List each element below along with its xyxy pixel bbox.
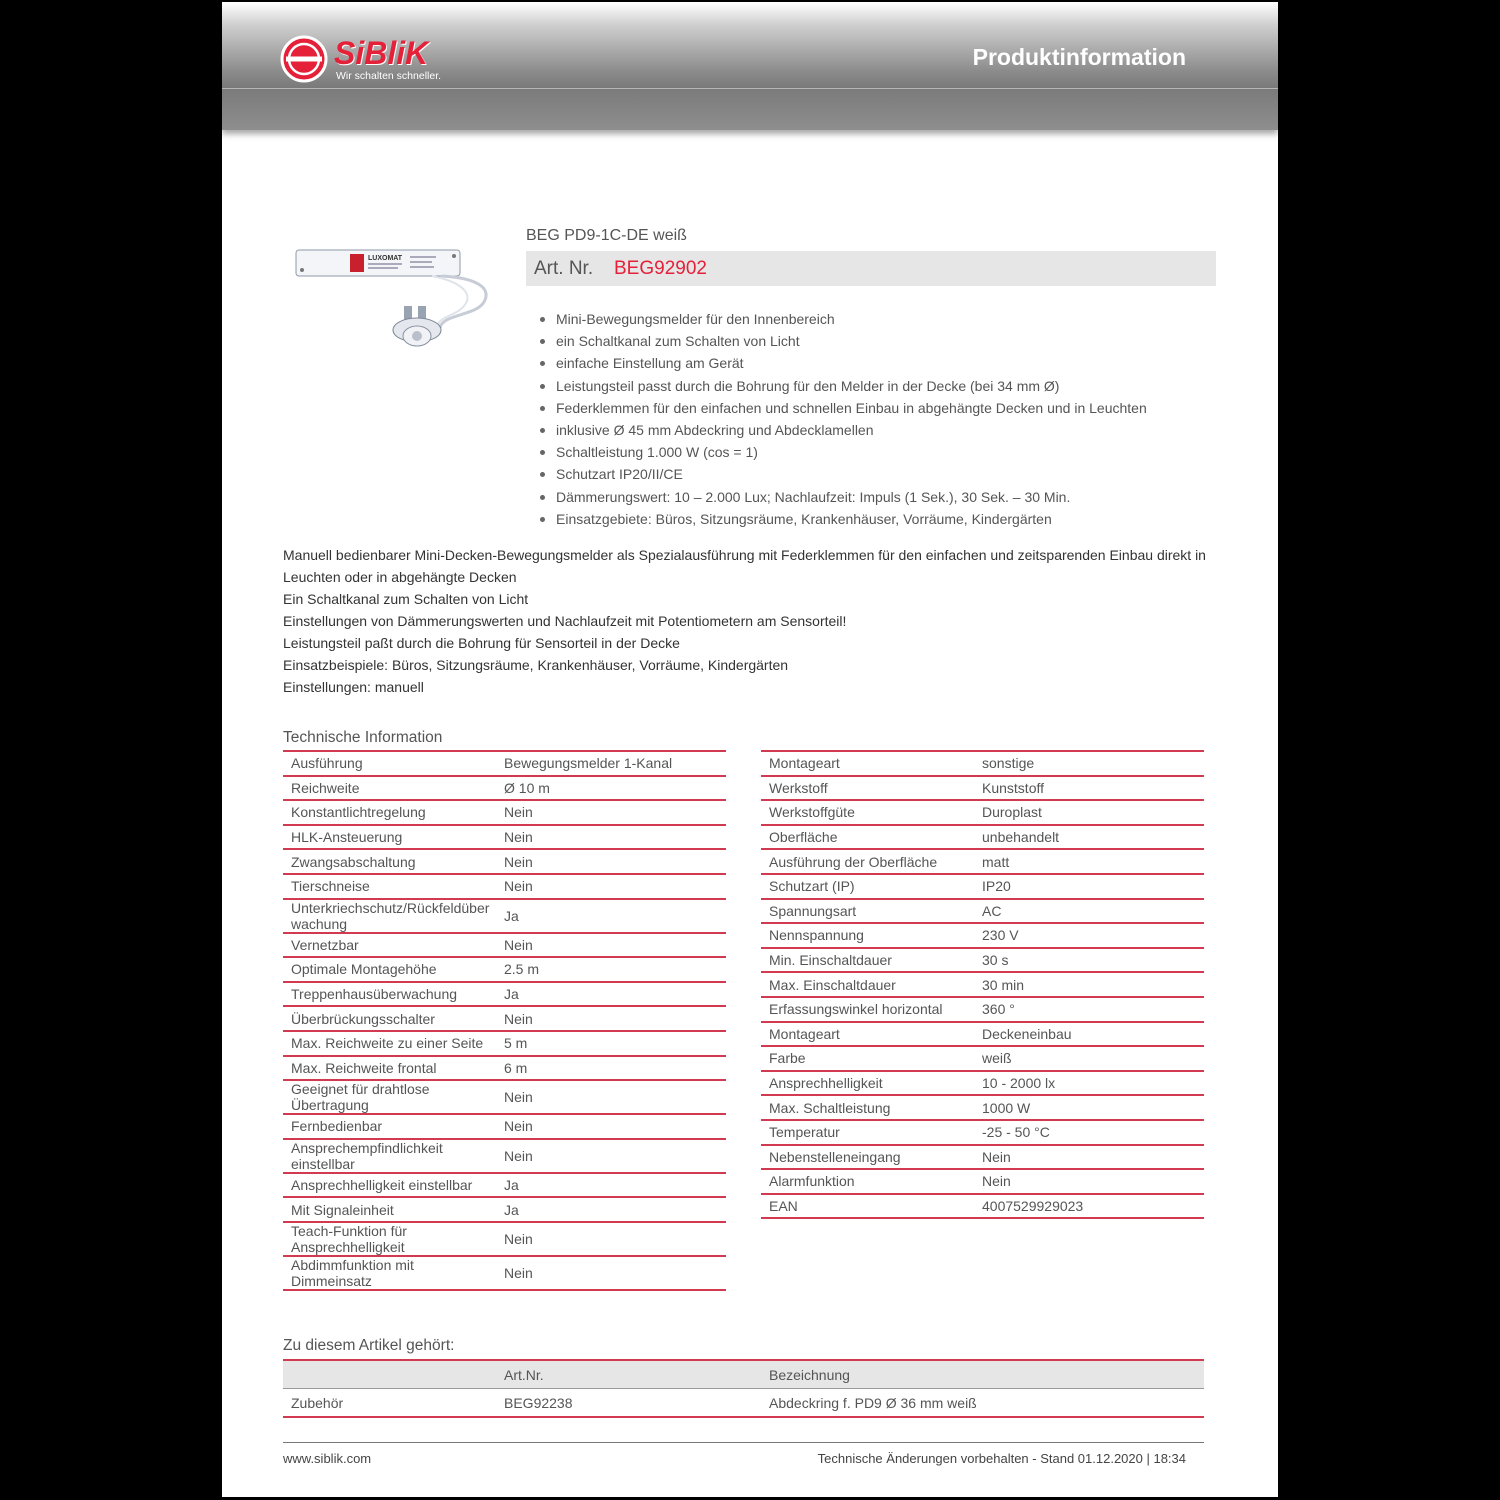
spec-value: 10 - 2000 lx	[974, 1071, 1204, 1096]
spec-key: Optimale Montagehöhe	[283, 957, 496, 982]
spec-value: Nein	[496, 1114, 726, 1139]
table-row	[283, 1256, 726, 1290]
table-row	[761, 1120, 1204, 1145]
spec-key: Farbe	[761, 1046, 974, 1071]
spec-value: Nein	[496, 849, 726, 874]
spec-value: Duroplast	[974, 800, 1204, 825]
accessory-header-desc: Bezeichnung	[761, 1360, 1204, 1389]
table-row	[761, 1145, 1204, 1170]
table-row	[283, 825, 726, 850]
spec-value: Ja	[496, 899, 726, 933]
table-row	[283, 1222, 726, 1256]
table-row	[761, 1169, 1204, 1194]
spec-key: Ansprechhelligkeit	[761, 1071, 974, 1096]
table-row	[761, 849, 1204, 874]
spec-key: Treppenhausüberwachung	[283, 982, 496, 1007]
spec-value: 360 °	[974, 997, 1204, 1022]
product-image	[292, 230, 502, 355]
header-banner	[222, 2, 1278, 130]
logo-brand: SiBliK	[334, 35, 429, 71]
tech-table-left	[283, 750, 726, 1291]
spec-key: Ausführung	[283, 751, 496, 776]
spec-value: 30 s	[974, 948, 1204, 973]
spec-key: Montageart	[761, 1022, 974, 1047]
footer-url[interactable]: www.siblik.com	[283, 1451, 372, 1466]
description-line: Leistungsteil paßt durch die Bohrung für Sensorteil in der Decke	[283, 635, 680, 651]
spec-key: Max. Einschaltdauer	[761, 972, 974, 997]
tech-table-right	[761, 750, 1204, 1219]
article-number: BEG92902	[614, 258, 707, 279]
spec-key: Fernbedienbar	[283, 1114, 496, 1139]
spec-value: 4007529929023	[974, 1194, 1204, 1219]
spec-key: Abdimmfunktion mit Dimmeinsatz	[283, 1256, 496, 1290]
spec-key: Alarmfunktion	[761, 1169, 974, 1194]
siblik-logo[interactable]	[280, 35, 480, 85]
table-row	[761, 948, 1204, 973]
spec-value: Kunststoff	[974, 776, 1204, 801]
spec-value: Nein	[496, 1139, 726, 1173]
spec-key: Max. Reichweite frontal	[283, 1056, 496, 1081]
table-row	[761, 1095, 1204, 1120]
spec-key: Min. Einschaltdauer	[761, 948, 974, 973]
spec-value: Deckeneinbau	[974, 1022, 1204, 1047]
spec-value: 230 V	[974, 923, 1204, 948]
spec-key: Montageart	[761, 751, 974, 776]
spec-key: Max. Reichweite zu einer Seite	[283, 1031, 496, 1056]
description-line: Einstellungen von Dämmerungswerten und Nachlaufzeit mit Potentiometern am Sensorteil!	[283, 613, 847, 629]
table-row	[761, 899, 1204, 924]
page-title: Produktinformation	[972, 44, 1186, 70]
spec-value: Nein	[496, 1080, 726, 1114]
table-row	[761, 776, 1204, 801]
spec-key: Oberfläche	[761, 825, 974, 850]
footer-divider	[283, 1442, 1204, 1443]
spec-value: Nein	[496, 800, 726, 825]
spec-value: Nein	[496, 1256, 726, 1290]
spec-value: Nein	[496, 874, 726, 899]
table-row	[761, 1046, 1204, 1071]
table-row	[761, 923, 1204, 948]
spec-value: IP20	[974, 874, 1204, 899]
list-item: ein Schaltkanal zum Schalten von Licht	[556, 330, 1256, 352]
spec-value: 5 m	[496, 1031, 726, 1056]
table-row	[761, 997, 1204, 1022]
spec-key: Zwangsabschaltung	[283, 849, 496, 874]
list-item: Schutzart IP20/II/CE	[556, 463, 1256, 485]
spec-key: Nebenstelleneingang	[761, 1145, 974, 1170]
spec-key: Mit Signaleinheit	[283, 1197, 496, 1222]
product-sheet	[222, 2, 1278, 1497]
spec-value: Ø 10 m	[496, 776, 726, 801]
accessories-table	[283, 1359, 1204, 1418]
product-image-label: LUXOMAT	[368, 255, 403, 262]
accessories-title: Zu diesem Artikel gehört:	[283, 1337, 455, 1354]
spec-key: Werkstoff	[761, 776, 974, 801]
spec-key: Nennspannung	[761, 923, 974, 948]
spec-key: Geeignet für drahtlose Übertragung	[283, 1080, 496, 1114]
accessory-art-number[interactable]: BEG92238	[496, 1389, 761, 1418]
spec-value: 30 min	[974, 972, 1204, 997]
spec-value: AC	[974, 899, 1204, 924]
spec-key: EAN	[761, 1194, 974, 1219]
product-description	[283, 544, 1223, 698]
spec-value: Bewegungsmelder 1-Kanal	[496, 751, 726, 776]
spec-key: Erfassungswinkel horizontal	[761, 997, 974, 1022]
list-item: Federklemmen für den einfachen und schnellen Einbau in abgehängte Decken und in Leuchten	[556, 397, 1256, 419]
accessory-header-art: Art.Nr.	[496, 1360, 761, 1389]
spec-value: -25 - 50 °C	[974, 1120, 1204, 1145]
list-item: Dämmerungswert: 10 – 2.000 Lux; Nachlaufzeit: Impuls (1 Sek.), 30 Sek. – 30 Min.	[556, 486, 1256, 508]
table-row	[283, 957, 726, 982]
table-row	[283, 1173, 726, 1198]
spec-value: Nein	[496, 933, 726, 958]
spec-key: Teach-Funktion für Ansprechhelligkeit	[283, 1222, 496, 1256]
spec-value: 6 m	[496, 1056, 726, 1081]
table-row	[283, 1006, 726, 1031]
feature-list	[556, 308, 1256, 530]
table-row	[761, 874, 1204, 899]
spec-value: Nein	[496, 1222, 726, 1256]
spec-value: 2.5 m	[496, 957, 726, 982]
description-line: Einsatzbeispiele: Büros, Sitzungsräume, Krankenhäuser, Vorräume, Kindergärten	[283, 657, 789, 673]
table-row	[761, 825, 1204, 850]
table-row	[283, 874, 726, 899]
table-row	[283, 1197, 726, 1222]
spec-value: Nein	[496, 825, 726, 850]
siblik-logo-icon	[280, 35, 328, 83]
table-row	[283, 1031, 726, 1056]
table-row	[283, 933, 726, 958]
table-row	[283, 1114, 726, 1139]
table-row	[283, 776, 726, 801]
spec-value: Ja	[496, 982, 726, 1007]
table-row	[761, 751, 1204, 776]
description-line: Einstellungen: manuell	[283, 679, 424, 695]
spec-value: Ja	[496, 1173, 726, 1198]
list-item: einfache Einstellung am Gerät	[556, 352, 1256, 374]
table-row	[761, 972, 1204, 997]
spec-key: Werkstoffgüte	[761, 800, 974, 825]
spec-value: weiß	[974, 1046, 1204, 1071]
spec-key: Tierschneise	[283, 874, 496, 899]
table-row	[761, 1071, 1204, 1096]
spec-value: sonstige	[974, 751, 1204, 776]
table-row	[761, 1194, 1204, 1219]
spec-key: Vernetzbar	[283, 933, 496, 958]
spec-value: Nein	[974, 1145, 1204, 1170]
footer-note: Technische Änderungen vorbehalten - Stand 01.12.2020 | 18:34	[817, 1451, 1186, 1466]
table-row[interactable]	[283, 1389, 1204, 1418]
spec-value: 1000 W	[974, 1095, 1204, 1120]
spec-key: Überbrückungsschalter	[283, 1006, 496, 1031]
spec-key: Temperatur	[761, 1120, 974, 1145]
accessory-type: Zubehör	[283, 1389, 496, 1418]
list-item: Schaltleistung 1.000 W (cos = 1)	[556, 441, 1256, 463]
spec-value: unbehandelt	[974, 825, 1204, 850]
spec-key: HLK-Ansteuerung	[283, 825, 496, 850]
table-header-row	[283, 1360, 1204, 1389]
tech-info-title: Technische Information	[283, 729, 443, 746]
table-row	[283, 751, 726, 776]
spec-key: Ansprechempfindlichkeit einstellbar	[283, 1139, 496, 1173]
description-line: Manuell bedienbarer Mini-Decken-Bewegungsmelder als Spezialausführung mit Federklemmen für den einfachen und zeitsparenden Einbau direkt in Leuchten oder in abgehängte Decken	[283, 547, 1206, 585]
list-item: inklusive Ø 45 mm Abdeckring und Abdecklamellen	[556, 419, 1256, 441]
spec-key: Schutzart (IP)	[761, 874, 974, 899]
spec-key: Spannungsart	[761, 899, 974, 924]
spec-key: Unterkriechschutz/Rückfeldüberwachung	[283, 899, 496, 933]
spec-key: Ansprechhelligkeit einstellbar	[283, 1173, 496, 1198]
spec-key: Konstantlichtregelung	[283, 800, 496, 825]
spec-value: Nein	[496, 1006, 726, 1031]
table-row	[283, 849, 726, 874]
description-line: Ein Schaltkanal zum Schalten von Licht	[283, 591, 529, 607]
table-row	[283, 1139, 726, 1173]
logo-tagline: Wir schalten schneller.	[336, 70, 442, 82]
accessory-header-type	[283, 1360, 496, 1389]
spec-value: Ja	[496, 1197, 726, 1222]
table-row	[283, 800, 726, 825]
table-row	[283, 899, 726, 933]
table-row	[761, 800, 1204, 825]
spec-key: Max. Schaltleistung	[761, 1095, 974, 1120]
spec-value: Nein	[974, 1169, 1204, 1194]
table-row	[283, 1056, 726, 1081]
table-row	[283, 1080, 726, 1114]
product-name: BEG PD9-1C-DE weiß	[526, 227, 687, 244]
article-number-box	[526, 251, 1216, 286]
spec-key: Reichweite	[283, 776, 496, 801]
article-number-label: Art. Nr.	[534, 258, 594, 279]
table-row	[761, 1022, 1204, 1047]
header-divider	[222, 88, 1278, 89]
spec-value: matt	[974, 849, 1204, 874]
list-item: Mini-Bewegungsmelder für den Innenbereich	[556, 308, 1256, 330]
accessory-description: Abdeckring f. PD9 Ø 36 mm weiß	[761, 1389, 1204, 1418]
spec-key: Ausführung der Oberfläche	[761, 849, 974, 874]
list-item: Einsatzgebiete: Büros, Sitzungsräume, Krankenhäuser, Vorräume, Kindergärten	[556, 508, 1256, 530]
list-item: Leistungsteil passt durch die Bohrung für den Melder in der Decke (bei 34 mm Ø)	[556, 375, 1256, 397]
table-row	[283, 982, 726, 1007]
